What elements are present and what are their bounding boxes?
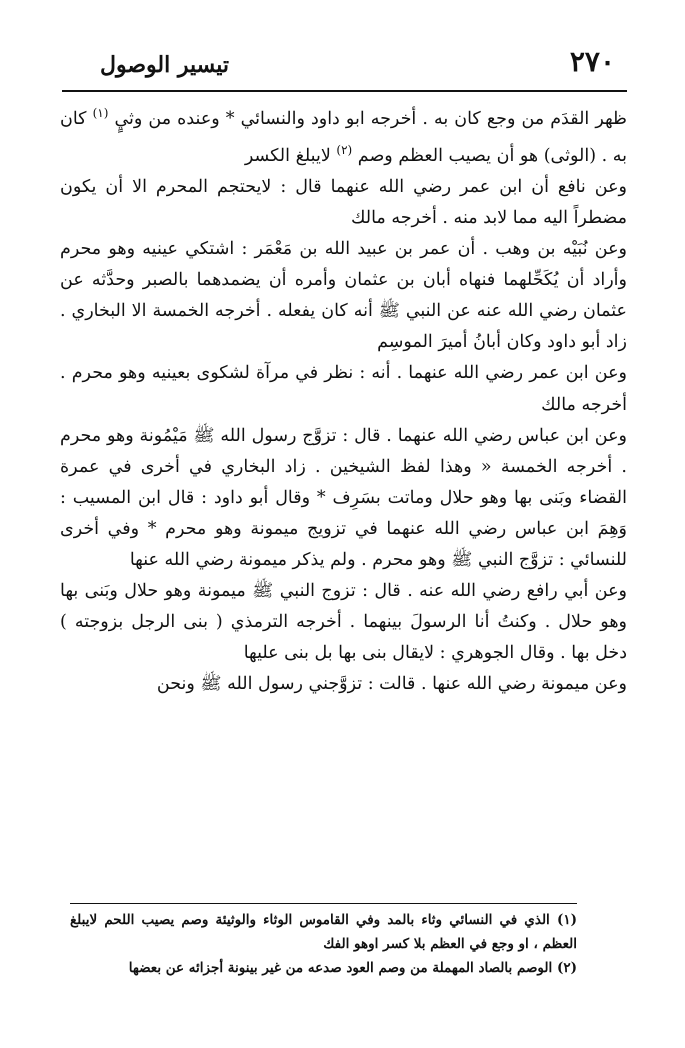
footnotes (70, 908, 577, 980)
body-text (60, 98, 627, 700)
footnote-marker: (١) (92, 106, 109, 120)
footnote: (١) الذي في النسائي وثاء بالمد وفي القاموس الوثاء والوثيئة وصم يصيب اللحم لايبلغ العظم ، او وجع في العظم بلا كسر اوهو الفك (70, 912, 577, 952)
header-rule (62, 90, 627, 92)
body-paragraph: وعن أبي رافع رضي الله عنه . قال : تزوج النبي ﷺ ميمونة وهو حلال وبَنى بها وهو حلال . وكنتُ أنا الرسولَ بينهما . أخرجه الترمذي ( بنى الرجل بزوجته ) دخل بها . وقال الجوهري : لايقال بنى بها بل بنى عليها (60, 581, 627, 664)
body-paragraph: وعن ابن عمر رضي الله عنهما . أنه : نظر في مرآة لشكوى بعينيه وهو محرم . أخرجه مالك (60, 363, 627, 415)
footnote-marker: (٢) (336, 142, 353, 157)
footnote: (٢) الوصم بالصاد المهملة من وصم العود صدعه من غير بينونة أجزائه عن بعضها (128, 960, 577, 976)
body-paragraph: وعن نُبَيْه بن وهب . أن عمر بن عبيد الله بن مَعْمَر : اشتكي عينيه وهو محرم وأراد أن يُكَحِّلهما فنهاه أبان بن عثمان وأمره أن يضمدهما بالصبر وحدَّثه عن عثمان رضي الله عنه عن النبي ﷺ أنه كان يفعله . أخرجه الخمسة الا البخاري . زاد أبو داود وكان أبانُ أميرَ الموسِم (60, 239, 627, 353)
body-paragraph: ظهر القدَم من وجع كان به . أخرجه ابو داود والنسائي * وعنده من وثيٍ $^{(١)}$ كان به . (الوثى) هو أن يصيب العظم وصم $^{(٢)}$ لايبلغ الكسر (60, 106, 627, 166)
page-header (100, 38, 615, 78)
running-title: تيسير الوصول (100, 52, 230, 78)
page-number: ٢٧٠ (569, 45, 615, 78)
footnote-rule (70, 903, 577, 904)
body-paragraph: وعن ميمونة رضي الله عنها . قالت : تزوَّجني رسول الله ﷺ ونحن (156, 674, 627, 695)
body-paragraph: وعن نافع أن ابن عمر رضي الله عنهما قال : لايحتجم المحرم الا أن يكون مضطراً اليه مما لابد منه . أخرجه مالك (60, 176, 627, 228)
body-paragraph: وعن ابن عباس رضي الله عنهما . قال : تزوَّج رسول الله ﷺ مَيْمُونة وهو محرم . أخرجه الخمسة « وهذا لفظ الشيخين . زاد البخاري في أخرى في عمرة القضاء وبَنى بها وهو حلال وماتت بسَرِف * وقال أبو داود : قال ابن المسيب : وَهِمَ ابن عباس رضي الله عنهما في تزويج ميمونة وهو محرم * وفي أخرى للنسائي : تزوَّج النبي ﷺ وهو محرم . ولم يذكر ميمونة رضي الله عنها (60, 425, 627, 570)
